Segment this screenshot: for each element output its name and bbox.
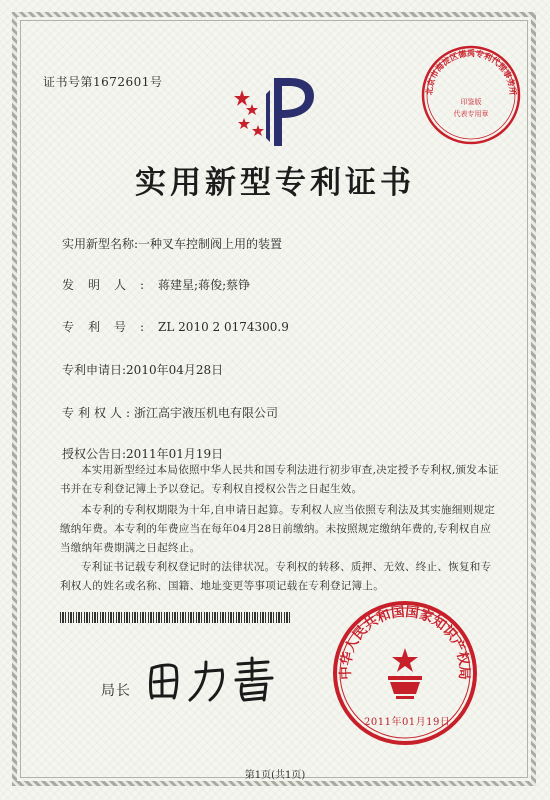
field-value: 2011年01月19日 <box>126 447 224 461</box>
field-value: 蒋建星;蒋俊;蔡铮 <box>158 278 251 292</box>
field-label: 专利申请日: <box>62 363 127 377</box>
agency-seal-icon <box>418 42 524 148</box>
paragraph-legal-status: 专利证书记载专利权登记时的法律状况。专利权的转移、质押、无效、终止、恢复和专利权人的姓名或名称、国籍、地址变更等事项记载在专利登记簿上。 <box>60 561 492 592</box>
field-patent-number <box>62 318 289 335</box>
field-label: 授权公告日: <box>62 447 127 461</box>
field-patentee <box>62 404 278 421</box>
svg-text:北京市海淀区德禹专利代理事务所: 北京市海淀区德禹专利代理事务所 <box>423 48 519 96</box>
field-application-date <box>62 361 223 378</box>
cnipa-logo-icon <box>230 70 320 150</box>
field-inventors <box>62 276 250 293</box>
field-grant-date <box>62 445 223 462</box>
svg-text:代表专用章: 代表专用章 <box>453 110 489 118</box>
field-label: 专利号: <box>62 320 159 334</box>
svg-text:印鉴版: 印鉴版 <box>460 98 482 106</box>
field-value: ZL 2010 2 0174300.9 <box>158 320 289 334</box>
barcode-strip <box>60 612 292 623</box>
field-label: 实用新型名称: <box>62 237 139 251</box>
field-utility-model-name <box>62 235 282 252</box>
paragraph-grant: 本实用新型经过本局依照中华人民共和国专利法进行初步审查,决定授予专利权,颁发本证书并在专利登记簿上予以登记。专利权自授权公告之日起生效。 <box>60 464 499 495</box>
field-value: 一种叉车控制阀上用的装置 <box>138 237 283 251</box>
page-footer: 第1页(共1页) <box>244 770 306 781</box>
field-value: 浙江高宇液压机电有限公司 <box>134 406 279 420</box>
field-label: 发明人: <box>62 278 159 292</box>
field-label: 专利权人: <box>62 406 135 420</box>
svg-text:中华人民共和国国家知识产权局: 中华人民共和国国家知识产权局 <box>337 603 473 681</box>
certificate-number: 证书号第1672601号 <box>43 75 163 89</box>
paragraph-term: 本专利的专利权期限为十年,自申请日起算。专利权人应当依照专利法及其实施细则规定缴纳年费。本专利的年费应当在每年04月28日前缴纳。未按照规定缴纳年费的,专利权自应当缴纳年费期满之日起终止。 <box>60 504 496 554</box>
certificate-title: 实用新型专利证书 <box>135 165 415 201</box>
director-label: 局长 <box>101 683 131 699</box>
field-value: 2010年04月28日 <box>126 363 224 377</box>
seal-date: 2011年01月19日 <box>364 717 451 728</box>
director-signature-icon <box>140 650 290 705</box>
